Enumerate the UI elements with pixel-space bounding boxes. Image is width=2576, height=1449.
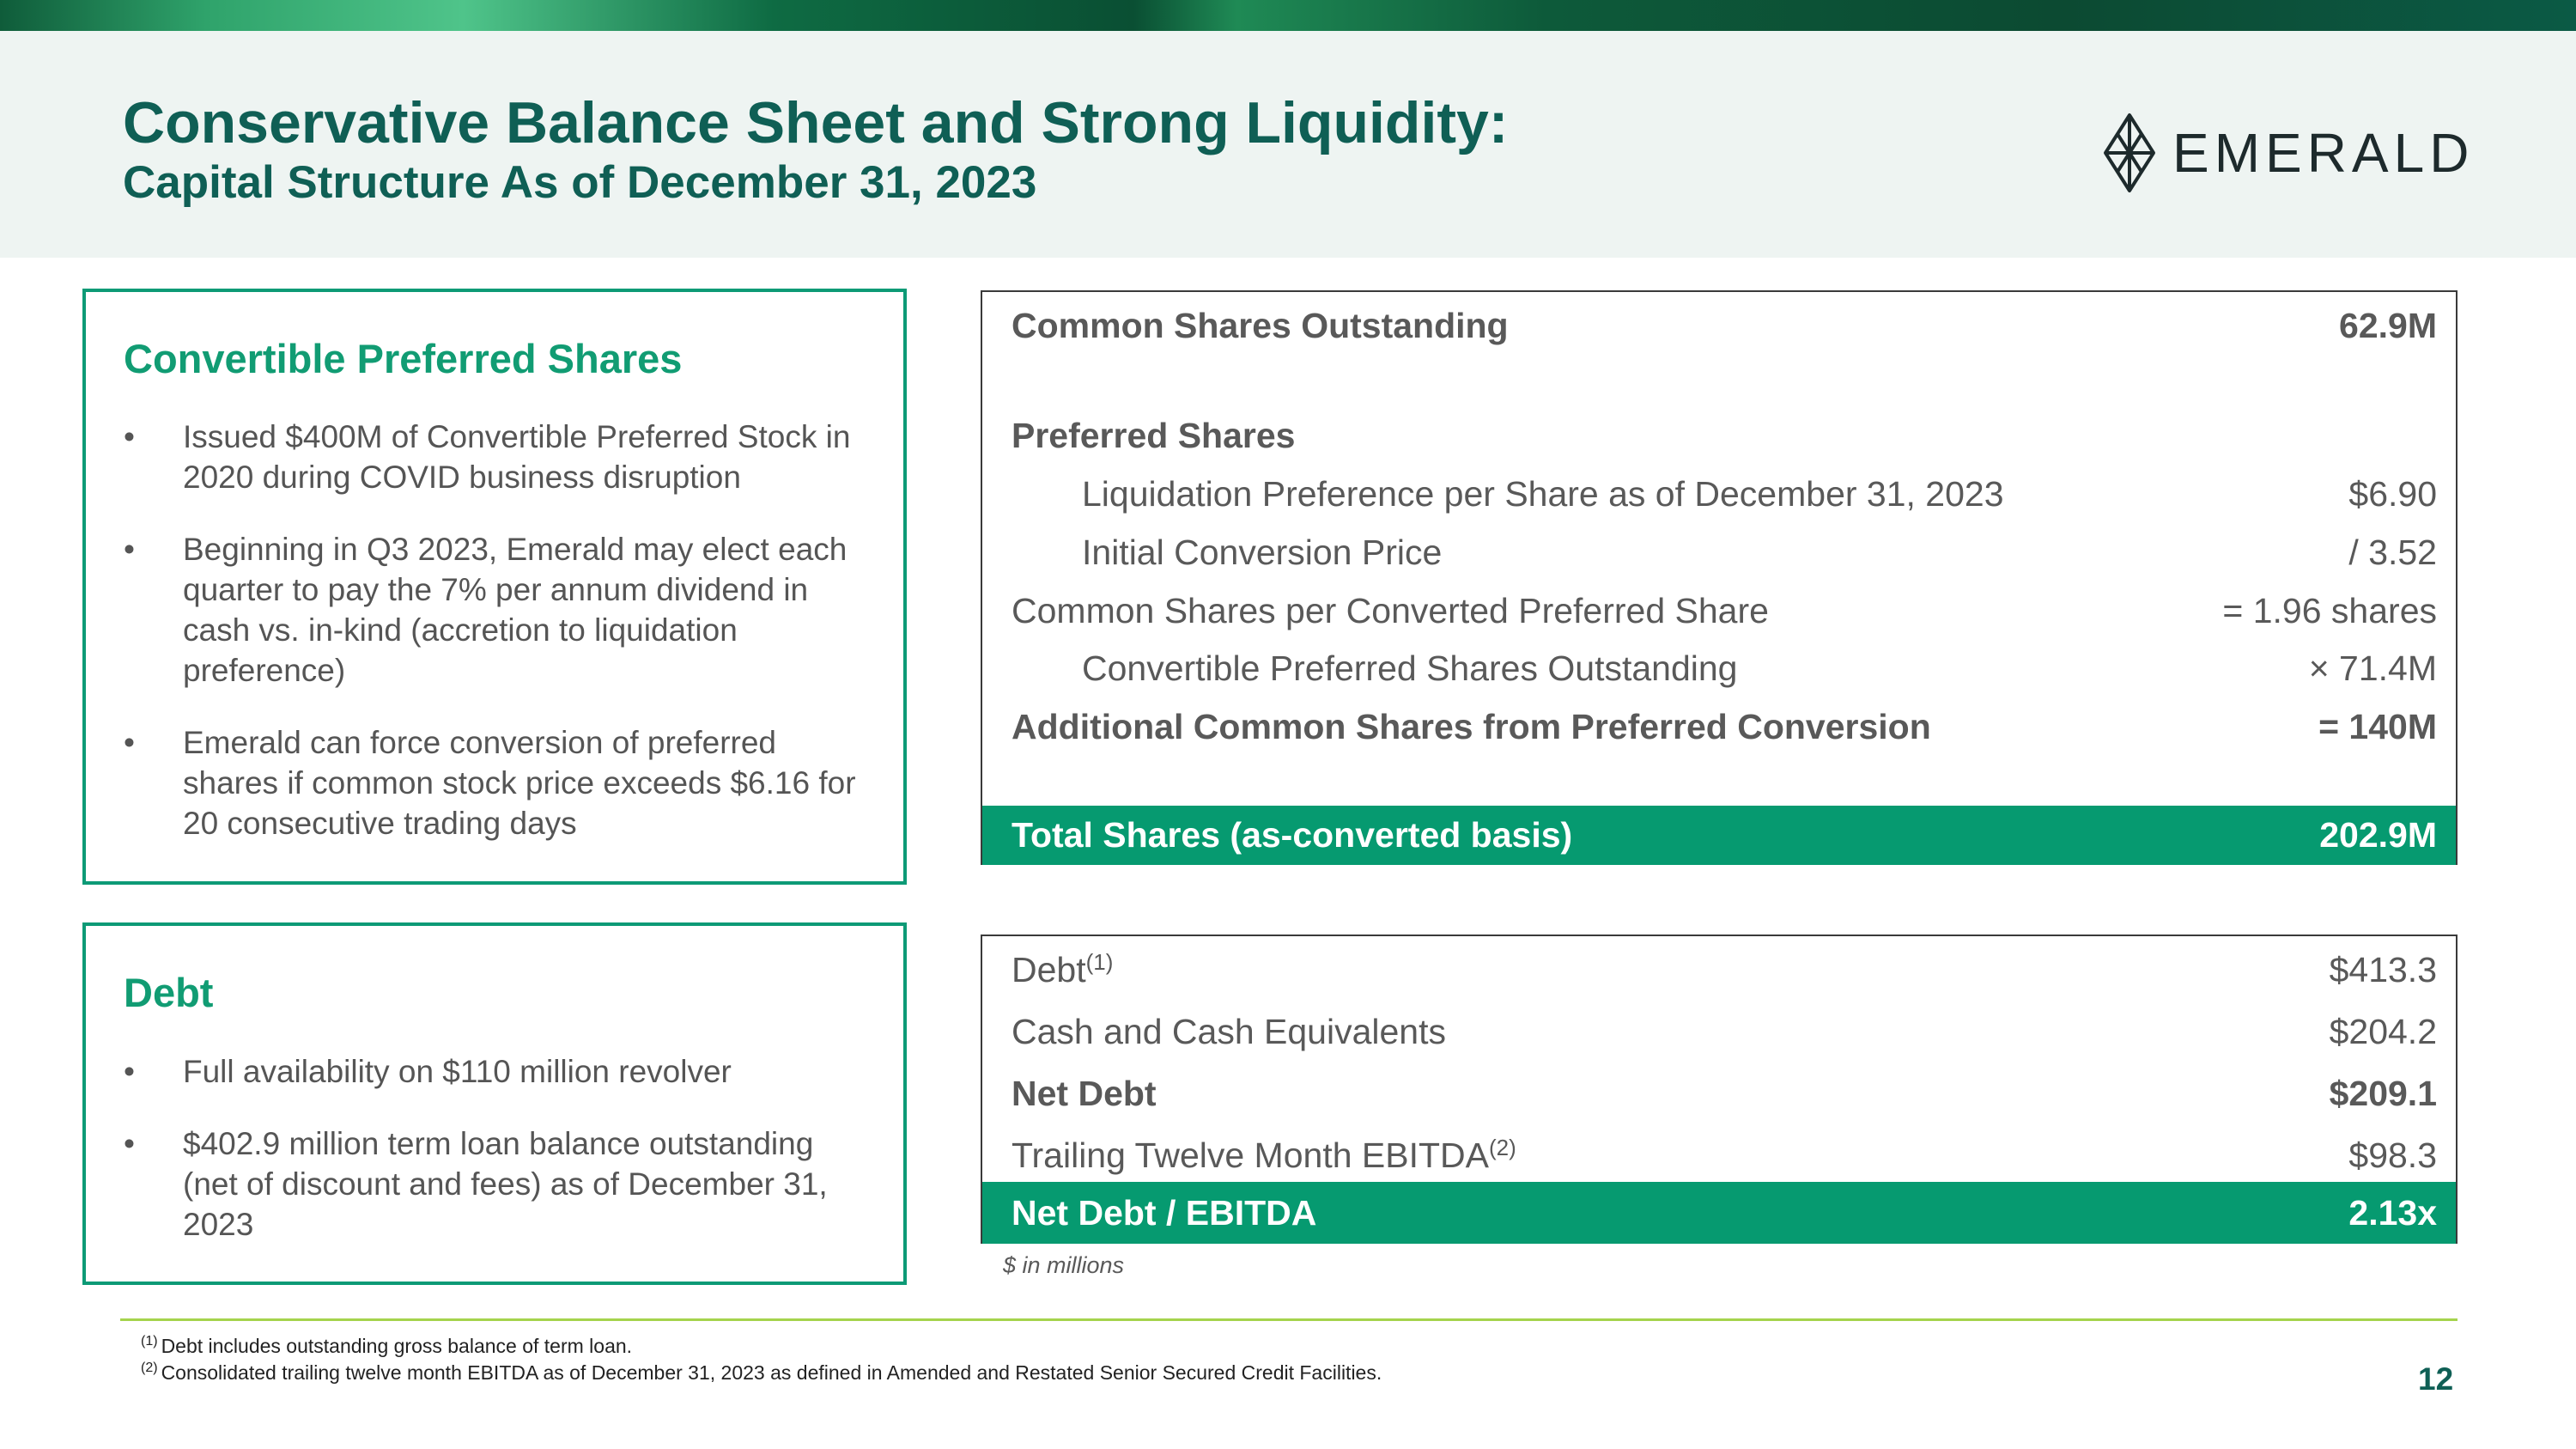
units-note: $ in millions (1003, 1252, 1125, 1278)
convertible-bullet-list (124, 417, 869, 875)
shares-table (981, 290, 2458, 865)
footer-divider (120, 1318, 2458, 1321)
emerald-logo (2102, 112, 2474, 194)
table-row: Preferred Shares (1012, 415, 1296, 455)
debt-box (82, 922, 907, 1285)
table-row: Initial Conversion Price / 3.52 (1082, 532, 2437, 572)
footnote-1: $^{(1)}$ Debt includes outstanding gross balance of term loan. (141, 1334, 633, 1357)
table-row: Convertible Preferred Shares Outstanding × 71.4M (1082, 648, 2437, 688)
debt-heading: Debt (124, 970, 214, 1015)
convertible-preferred-heading: Convertible Preferred Shares (124, 336, 683, 381)
table-row: Additional Common Shares from Preferred Conversion = 140M (1012, 706, 2437, 746)
debt-bullet-list (124, 1051, 869, 1276)
page-title: Conservative Balance Sheet and Strong Liquidity: (123, 90, 1509, 155)
list-item: • Emerald can force conversion of preferred shares if common stock price exceeds $6.16 for 20 consecutive trading days (124, 725, 856, 841)
list-item: • $402.9 million term loan balance outstanding (net of discount and fees) as of December 31, 2023 (124, 1126, 828, 1242)
table-row: Net Debt $209.1 (1012, 1073, 2437, 1113)
total-shares-row: Total Shares (as-converted basis) 202.9M (982, 806, 2456, 865)
table-row: Liquidation Preference per Share as of December 31, 2023 $6.90 (1082, 473, 2437, 514)
logo-wordmark: EMERALD (2172, 122, 2475, 184)
list-item: • Issued $400M of Convertible Preferred Stock in 2020 during COVID business disruption (124, 419, 851, 495)
debt-table (981, 935, 2458, 1244)
table-row: Common Shares Outstanding 62.9M (1012, 305, 2437, 345)
footnote-2: $^{(2)}$ Consolidated trailing twelve month EBITDA as of December 31, 2023 as defined in Amended and Restated Senior Secured Credit Facilities. (141, 1361, 1382, 1384)
emerald-diamond-icon (2102, 112, 2157, 194)
top-gradient-bar (0, 0, 2576, 31)
table-row: Cash and Cash Equivalents $204.2 (1012, 1011, 2437, 1051)
page-subtitle: Capital Structure As of December 31, 2023 (123, 157, 1037, 208)
table-row: Trailing Twelve Month EBITDA$^{(2)}$ $98.3 (1012, 1135, 2437, 1175)
table-row: Debt$^{(1)}$ $413.3 (1012, 949, 2437, 989)
list-item: • Beginning in Q3 2023, Emerald may elect each quarter to pay the 7% per annum dividend in cash vs. in-kind (accretion to liquidation preference) (124, 532, 848, 688)
list-item: • Full availability on $110 million revolver (124, 1054, 732, 1089)
page-number: 12 (2418, 1361, 2454, 1397)
table-row: Common Shares per Converted Preferred Share = 1.96 shares (1012, 590, 2437, 630)
net-debt-ebitda-row: Net Debt / EBITDA 2.13x (982, 1182, 2456, 1244)
convertible-preferred-box (82, 289, 907, 885)
